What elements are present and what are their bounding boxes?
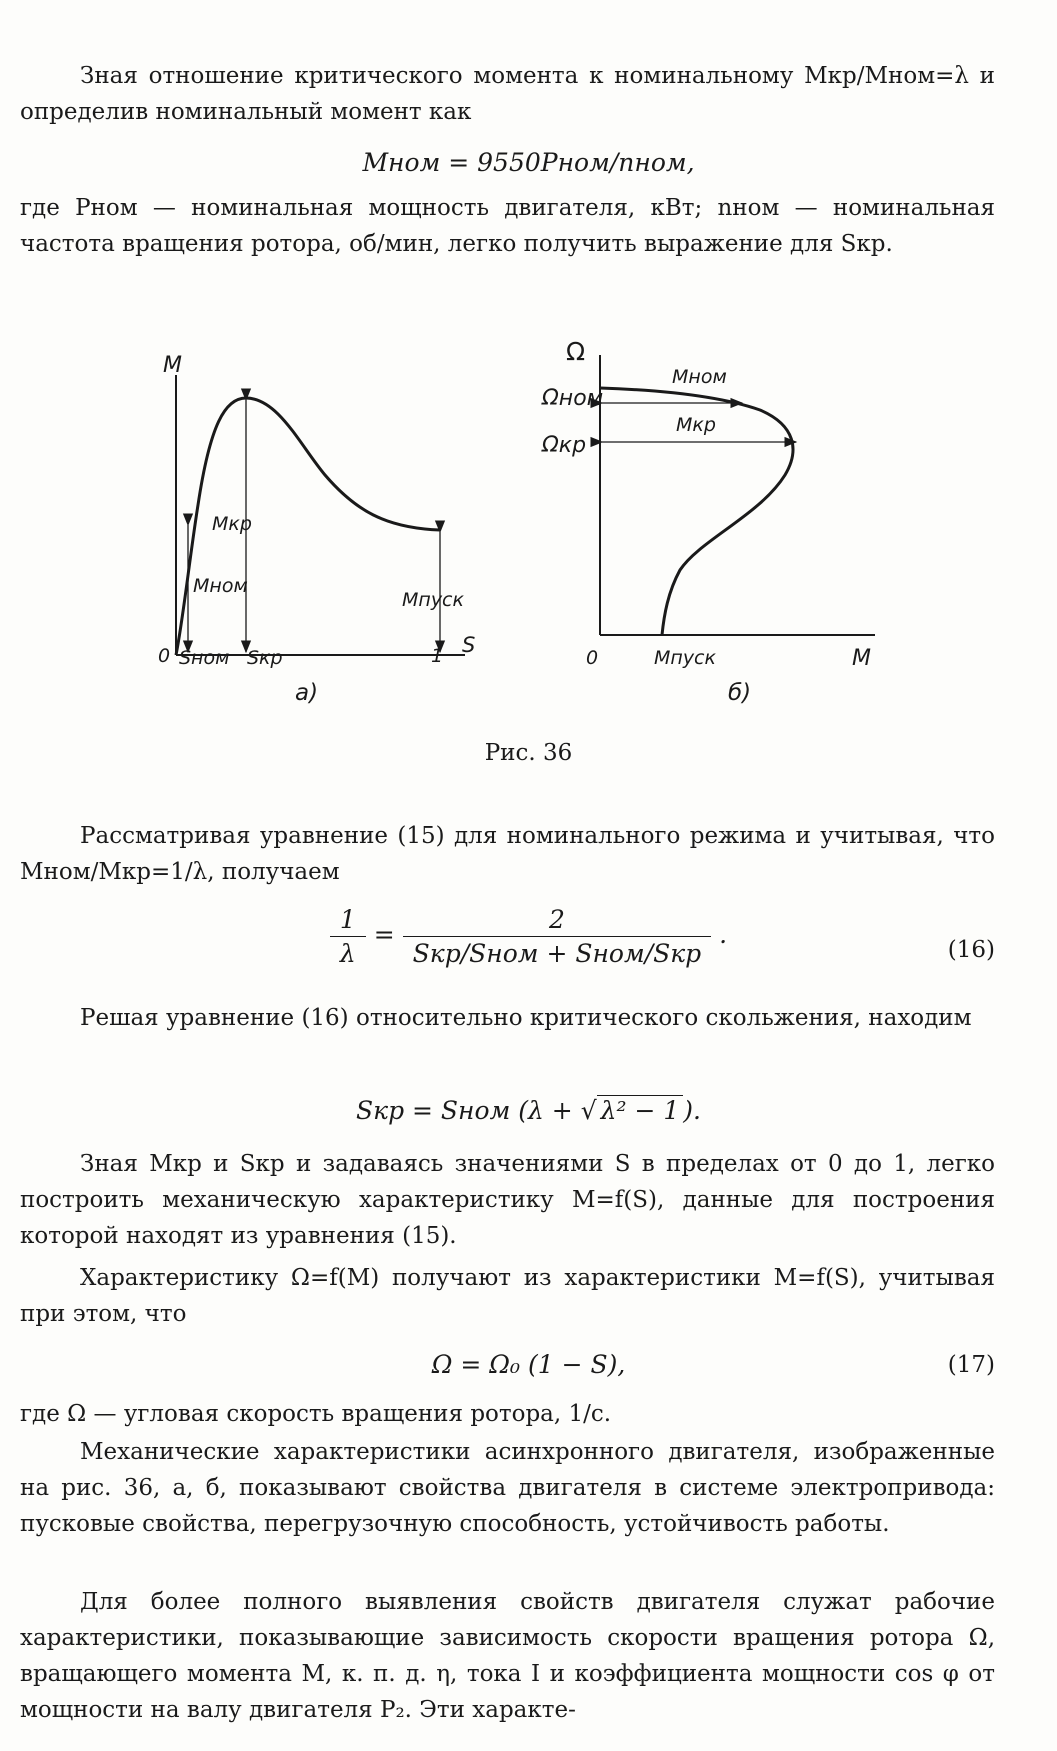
eq16-equals: =	[373, 920, 395, 949]
fig-a-x-label: S	[462, 633, 476, 657]
paragraph-3: Рассматривая уравнение (15) для номинального режима и учитывая, что Mном/Mкр=1/λ, получаем	[20, 823, 995, 885]
eq16-lhs-num: 1	[330, 905, 366, 937]
formula-s-kr: Sкр = Sном (λ + √ λ² − 1 ).	[356, 1096, 701, 1125]
fig-b-sublabel: б)	[728, 680, 752, 706]
fig-b-m-nom: Mном	[672, 366, 727, 388]
formula-m-nom: Mном = 9550Pном/nном,	[362, 148, 695, 177]
paragraph-5: Зная Mкр и Sкр и задаваясь значениями S в пределах от 0 до 1, легко построить механическую характеристику M=f(S), данные для построения которой находят из уравнения (15).	[20, 1151, 995, 1249]
eq16-rhs	[403, 905, 712, 968]
fig-a-m-kr: Mкр	[212, 513, 252, 535]
formula-s-kr-sqrt: λ² − 1	[597, 1095, 684, 1125]
paragraph-2: где Pном — номинальная мощность двигателя, кВт; nном — номинальная частота вращения ротора, об/мин, легко получить выражение для Sкр.	[20, 195, 995, 257]
paragraph-6: Характеристику Ω=f(M) получают из характеристики M=f(S), учитывая при этом, что	[20, 1265, 995, 1327]
eq16-dot: .	[719, 920, 728, 949]
formula-s-kr-right: ).	[683, 1096, 701, 1125]
fig-a-x-one: 1	[431, 645, 444, 667]
paragraph-8: Механические характеристики асинхронного двигателя, изображенные на рис. 36, а, б, показывают свойства двигателя в системе электропривода: пусковые свойства, перегрузочную способность, устойчивость работы.	[20, 1439, 995, 1537]
fig-b-x-label: M	[852, 646, 871, 671]
paragraph-9: Для более полного выявления свойств двигателя служат рабочие характеристики, показывающие зависимость скорости вращения ротора Ω, вращающего момента M, к. п. д. η, тока I и коэффициента мощности cos φ от мощности на валу двигателя P₂. Эти характе-	[20, 1589, 995, 1723]
fig-b-origin: 0	[586, 647, 599, 669]
fig-b-omega-kr: Ωкр	[542, 433, 587, 458]
formula-s-kr-left: Sкр = Sном (λ +	[356, 1096, 581, 1125]
fig-a-s-nom: Sном	[179, 647, 230, 669]
eq16-lhs-den: λ	[339, 939, 356, 968]
fig-a-origin: 0	[158, 645, 171, 667]
eq16-rhs-den: Sкр/Sном + Sном/Sкр	[412, 939, 702, 968]
eq16-rhs-num: 2	[403, 905, 712, 937]
figure-caption: Рис. 36	[484, 740, 573, 766]
eq16-lhs	[330, 905, 366, 968]
fig-b-y-label: Ω	[566, 337, 586, 366]
equation-17-number: (17)	[947, 1352, 995, 1378]
paragraph-4: Решая уравнение (16) относительно критического скольжения, находим	[80, 1005, 972, 1031]
figure-b-speed-torque	[541, 337, 875, 706]
fig-b-m-kr: Mкр	[676, 414, 716, 436]
fig-b-omega-nom: Ωном	[542, 386, 604, 411]
fig-a-y-label: M	[163, 353, 182, 378]
fig-a-m-nom: Mном	[193, 575, 248, 597]
equation-16	[0, 905, 1057, 968]
paragraph-7: где Ω — угловая скорость вращения ротора, 1/с.	[20, 1401, 612, 1427]
fig-a-m-pusk: Mпуск	[402, 589, 464, 611]
equation-16-number: (16)	[947, 937, 995, 963]
figure-a-torque-slip	[158, 353, 475, 706]
formula-17: Ω = Ω₀ (1 − S),	[431, 1350, 626, 1379]
figure-36	[0, 330, 1057, 730]
fig-a-s-kr: Sкр	[247, 647, 283, 669]
fig-a-sublabel: а)	[295, 680, 319, 706]
paragraph-1: Зная отношение критического момента к номинальному Mкр/Mном=λ и определив номинальный момент как	[20, 63, 995, 125]
fig-b-m-pusk: Mпуск	[654, 647, 716, 669]
